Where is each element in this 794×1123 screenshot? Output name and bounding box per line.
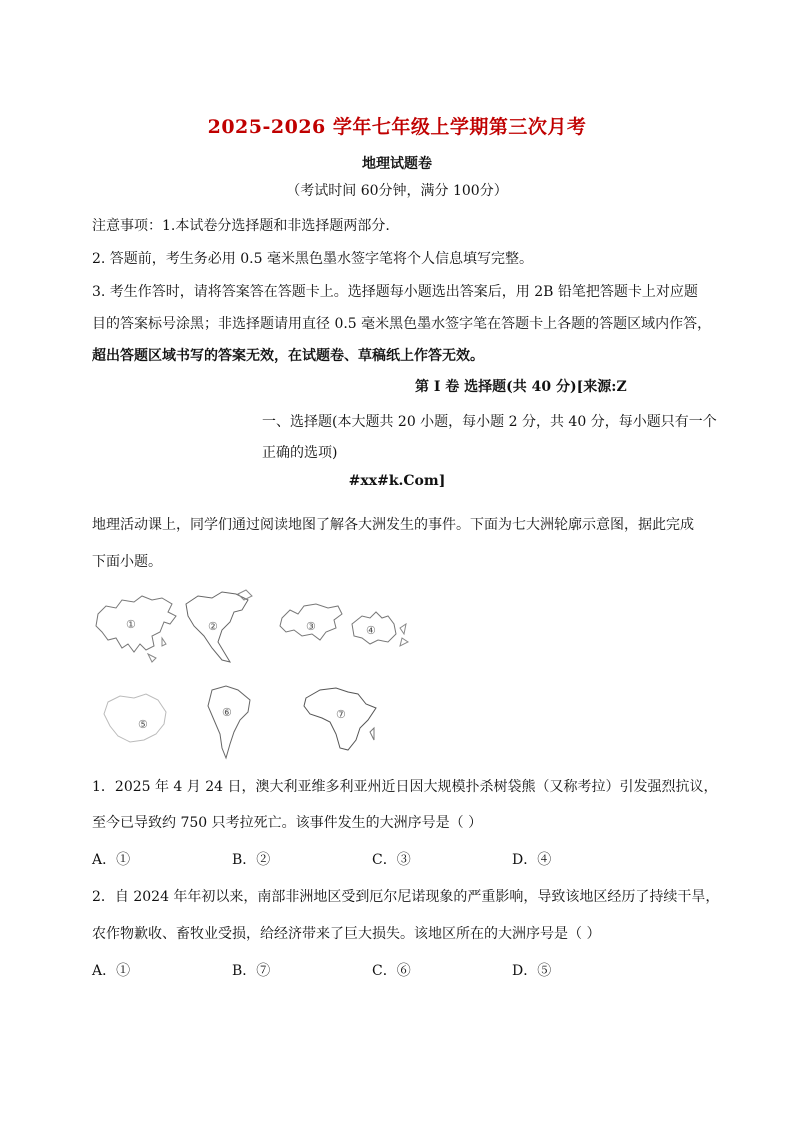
north-america-outline-icon: [182, 590, 258, 668]
source-tag: #xx#k.Com]: [348, 473, 446, 489]
continent-label-6: ⑥: [222, 706, 232, 719]
question-1-line-2: 至今已导致约 750 只考拉死亡。该事件发生的大洲序号是（ ）: [92, 815, 483, 831]
passage-line-2: 下面小题。: [92, 554, 162, 570]
document-title: 2025-2026 学年七年级上学期第三次月考: [207, 116, 587, 138]
paper-subtitle: 地理试题卷: [362, 156, 432, 172]
question-2-line-2: 农作物歉收、畜牧业受损，给经济带来了巨大损失。该地区所在的大洲序号是（ ）: [92, 926, 601, 942]
exam-info: （考试时间 60分钟，满分 100分）: [286, 183, 508, 199]
question-2-option-b[interactable]: B．⑦: [232, 963, 271, 979]
notes-line-3c: 超出答题区域书写的答案无效，在试题卷、草稿纸上作答无效。: [92, 348, 484, 364]
notes-line-3a: 3. 考生作答时，请将答案答在答题卡上。选择题每小题选出答案后，用 2B 铅笔把答题卡上对应题: [92, 284, 698, 300]
question-2-option-a[interactable]: A．①: [92, 963, 131, 979]
notes-line-3b: 目的答案标号涂黑；非选择题请用直径 0.5 毫米黑色墨水签字笔在答题卡上各题的答题区域内作答，: [92, 316, 712, 332]
africa-outline-icon: [300, 684, 380, 754]
question-2-option-d[interactable]: D．⑤: [512, 963, 552, 979]
question-1-option-c[interactable]: C．③: [372, 852, 411, 868]
continent-label-7: ⑦: [336, 708, 346, 721]
continent-label-5: ⑤: [138, 718, 148, 731]
antarctica-outline-icon: [100, 692, 174, 748]
continent-label-1: ①: [126, 618, 136, 631]
section-instruction-a: 一、选择题(本大题共 20 小题，每小题 2 分，共 40 分，每小题只有一个: [262, 414, 717, 430]
question-1-option-b[interactable]: B．②: [232, 852, 271, 868]
question-1-option-d[interactable]: D．④: [512, 852, 552, 868]
south-america-outline-icon: [204, 684, 256, 760]
question-1-option-a[interactable]: A．①: [92, 852, 131, 868]
passage-line-1: 地理活动课上，同学们通过阅读地图了解各大洲发生的事件。下面为七大洲轮廓示意图，据此完成: [92, 517, 694, 533]
oceania-outline-icon: [348, 606, 412, 650]
question-1-line-1: 1．2025 年 4 月 24 日，澳大利亚维多利亚州近日因大规模扑杀树袋熊（又称考拉）引发强烈抗议，: [92, 779, 718, 795]
asia-outline-icon: [92, 592, 182, 668]
europe-outline-icon: [276, 600, 346, 642]
section-heading: 第 I 卷 选择题(共 40 分)[来源:Z: [415, 379, 627, 395]
notes-line-1: 注意事项：1.本试卷分选择题和非选择题两部分.: [92, 218, 390, 234]
continent-label-4: ④: [366, 624, 376, 637]
continent-label-3: ③: [306, 620, 316, 633]
question-2-option-c[interactable]: C．⑥: [372, 963, 411, 979]
section-instruction-b: 正确的选项): [262, 445, 338, 461]
continent-label-2: ②: [208, 620, 218, 633]
question-2-line-1: 2．自 2024 年年初以来，南部非洲地区受到厄尔尼诺现象的严重影响，导致该地区经历了持续干旱，: [92, 889, 720, 905]
notes-line-2: 2. 答题前，考生务必用 0.5 毫米黑色墨水签字笔将个人信息填写完整。: [92, 251, 533, 267]
